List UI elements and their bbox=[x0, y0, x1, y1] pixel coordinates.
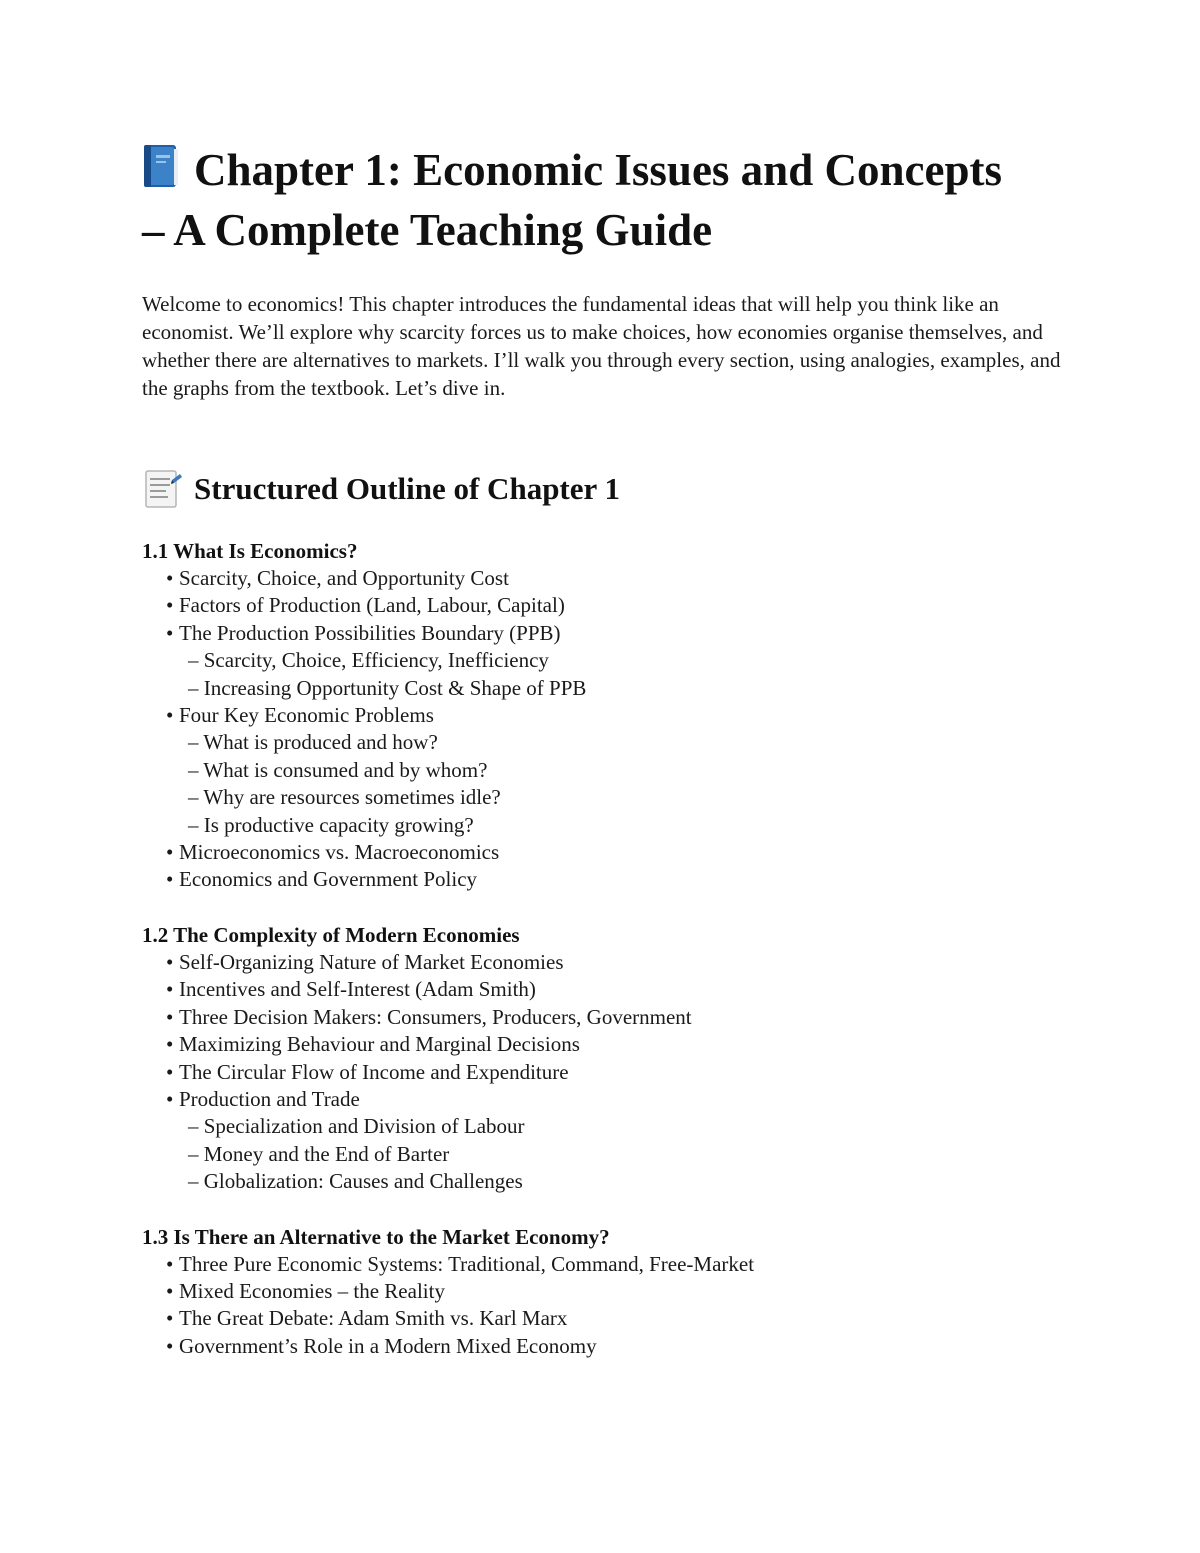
bullet: • bbox=[166, 1251, 174, 1276]
list-item: • Mixed Economies – the Reality bbox=[142, 1278, 1072, 1305]
list-item: • Microeconomics vs. Macroeconomics bbox=[142, 839, 1072, 866]
outline-heading-text: Structured Outline of Chapter 1 bbox=[194, 471, 620, 506]
list-item: • Economics and Government Policy bbox=[142, 866, 1072, 893]
sub-list-item: – Scarcity, Choice, Efficiency, Inefficiency bbox=[188, 648, 549, 673]
bullet: • bbox=[166, 1032, 174, 1057]
page-title bbox=[142, 140, 1072, 260]
sub-list-item: – Globalization: Causes and Challenges bbox=[188, 1169, 523, 1194]
list-item: • Three Decision Makers: Consumers, Producers, Government bbox=[142, 1004, 1072, 1031]
title-line-2: – A Complete Teaching Guide bbox=[142, 205, 713, 255]
list-item: • Factors of Production (Land, Labour, Capital) bbox=[142, 592, 1072, 619]
sub-list-item: – What is produced and how? bbox=[188, 730, 438, 755]
sub-list-item: – Money and the End of Barter bbox=[188, 1141, 450, 1166]
title-line-1: Chapter 1: Economic Issues and Concepts bbox=[194, 145, 1002, 195]
bullet: • bbox=[166, 1086, 174, 1111]
list-item: • Government’s Role in a Modern Mixed Economy bbox=[142, 1333, 1072, 1360]
section-1-2 bbox=[142, 922, 1072, 1196]
bullet: • bbox=[166, 620, 174, 645]
list-item: • The Circular Flow of Income and Expenditure bbox=[142, 1059, 1072, 1086]
section-heading: 1.1 What Is Economics? bbox=[142, 539, 358, 563]
bullet: • bbox=[166, 703, 174, 728]
list-item: • Scarcity, Choice, and Opportunity Cost bbox=[142, 565, 1072, 592]
sub-list-item: – Why are resources sometimes idle? bbox=[188, 785, 501, 810]
section-heading: 1.3 Is There an Alternative to the Market Economy? bbox=[142, 1224, 610, 1249]
sub-list-item: – Specialization and Division of Labour bbox=[188, 1114, 525, 1139]
bullet: • bbox=[166, 1004, 174, 1029]
list-item: • Incentives and Self-Interest (Adam Smith) bbox=[142, 976, 1072, 1003]
list-item: • The Production Possibilities Boundary (PPB) bbox=[142, 620, 1072, 647]
bullet: • bbox=[166, 593, 174, 618]
outline-heading bbox=[142, 468, 1072, 510]
sub-list-item: – What is consumed and by whom? bbox=[188, 757, 488, 782]
bullet: • bbox=[166, 1306, 174, 1331]
list-item: • Three Pure Economic Systems: Traditional, Command, Free-Market bbox=[142, 1251, 1072, 1278]
sub-list-item: – Is productive capacity growing? bbox=[188, 812, 474, 837]
bullet: • bbox=[166, 949, 174, 974]
intro-paragraph: Welcome to economics! This chapter introduces the fundamental ideas that will help you think like an economist. We’ll explore why scarcity forces us to make choices, how economies organise themselves, and whether there are alternatives to markets. I’ll walk you through every section, using analogies, examples, and the graphs from the textbook. Let’s dive in. bbox=[142, 292, 1061, 400]
bullet: • bbox=[166, 1333, 174, 1358]
document-content bbox=[142, 140, 1072, 1360]
section-item-list bbox=[142, 949, 1072, 1196]
list-item: • Four Key Economic Problems bbox=[142, 702, 1072, 729]
section-item-list bbox=[142, 1251, 1072, 1361]
blue-book-icon bbox=[142, 143, 180, 189]
bullet: • bbox=[166, 840, 174, 865]
bullet: • bbox=[166, 867, 174, 892]
list-item: • Self-Organizing Nature of Market Economies bbox=[142, 949, 1072, 976]
bullet: • bbox=[166, 1278, 174, 1303]
bullet: • bbox=[166, 977, 174, 1002]
bullet: • bbox=[166, 1059, 174, 1084]
section-1-3 bbox=[142, 1224, 1072, 1361]
bullet: • bbox=[166, 566, 174, 590]
memo-icon bbox=[142, 468, 184, 510]
list-item: • The Great Debate: Adam Smith vs. Karl Marx bbox=[142, 1305, 1072, 1332]
list-item: • Maximizing Behaviour and Marginal Decisions bbox=[142, 1031, 1072, 1058]
sub-list-item: – Increasing Opportunity Cost & Shape of PPB bbox=[188, 675, 587, 700]
section-item-list bbox=[142, 565, 1072, 894]
list-item: • Production and Trade bbox=[142, 1086, 1072, 1113]
section-heading: 1.2 The Complexity of Modern Economies bbox=[142, 922, 520, 947]
section-1-1 bbox=[142, 538, 1072, 894]
